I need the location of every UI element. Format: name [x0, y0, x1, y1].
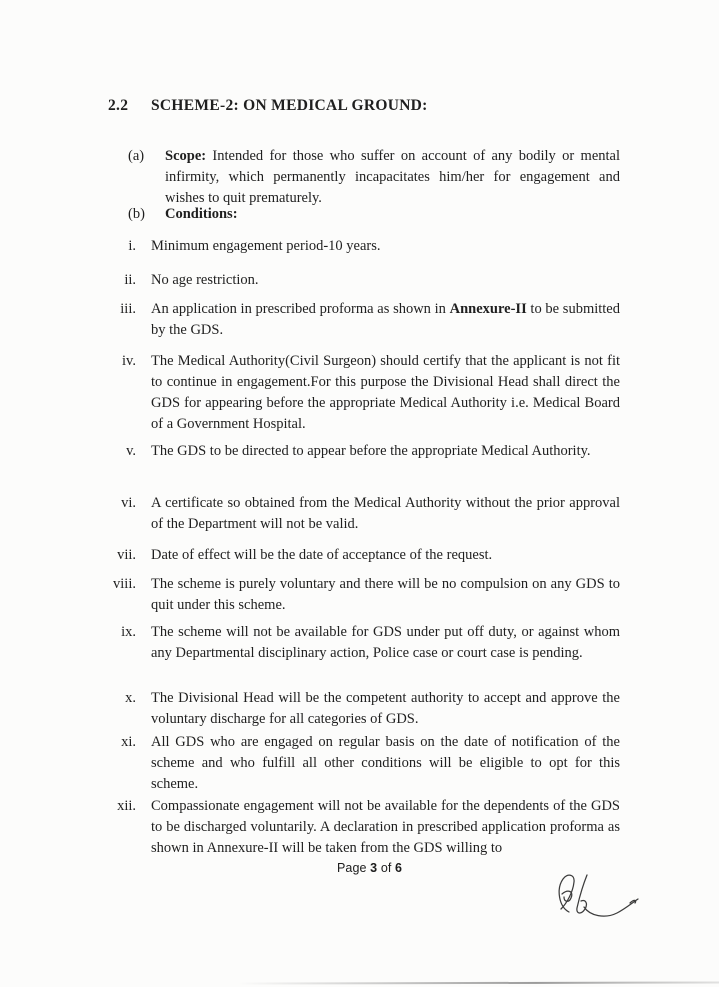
text-segment: An application in prescribed proforma as shown in	[151, 301, 450, 317]
text-segment: Date of effect will be the date of acceptance of the request.	[151, 547, 493, 563]
list-text	[151, 622, 620, 664]
list-marker: i.	[128, 238, 136, 254]
text-segment: Minimum engagement period-10 years.	[151, 238, 381, 254]
list-marker: iii.	[120, 301, 136, 317]
condition-item-iv	[96, 351, 620, 435]
list-marker: vi.	[121, 495, 136, 511]
text-segment: Intended for those who suffer on account of any bodily or mental infirmity, which permanently incapacitates him/her for engagement and wishes to quit prematurely.	[165, 148, 620, 206]
list-text	[151, 270, 620, 291]
list-marker: ix.	[121, 624, 136, 640]
list-text	[151, 688, 620, 730]
list-text	[151, 545, 620, 566]
condition-item-i	[96, 236, 620, 257]
condition-item-vii	[96, 545, 620, 566]
sub-item-marker: (b)	[128, 206, 145, 222]
list-marker: v.	[126, 443, 136, 459]
list-marker: x.	[125, 690, 136, 706]
text-segment: Compassionate engagement will not be available for the dependents of the GDS to be discharged voluntarily. A declaration in prescribed application proforma as shown in Annexure-II will be taken from the GDS willing to	[151, 798, 620, 856]
condition-item-vi	[96, 493, 620, 535]
list-text	[151, 236, 620, 257]
condition-item-ii	[96, 270, 620, 291]
condition-item-ix	[96, 622, 620, 664]
section-title: SCHEME-2: ON MEDICAL GROUND:	[151, 97, 428, 114]
text-segment: The scheme will not be available for GDS under put off duty, or against whom any Departmental disciplinary action, Police case or court case is pending.	[151, 624, 620, 661]
condition-item-iii	[96, 299, 620, 341]
text-segment: The Divisional Head will be the competent authority to accept and approve the voluntary discharge for all categories of GDS.	[151, 690, 620, 727]
condition-item-viii	[96, 574, 620, 616]
list-marker: xi.	[121, 734, 136, 750]
section-heading	[96, 95, 620, 116]
list-marker: vii.	[117, 547, 136, 563]
text-segment: The scheme is purely voluntary and there will be no compulsion on any GDS to quit under this scheme.	[151, 576, 620, 613]
list-marker: viii.	[113, 576, 136, 592]
text-segment: The Medical Authority(Civil Surgeon) should certify that the applicant is not fit to continue in engagement.For this purpose the Divisional Head shall direct the GDS for appearing before the appropriate Medical Authority i.e. Medical Board of a Government Hospital.	[151, 353, 620, 432]
list-marker: iv.	[122, 353, 136, 369]
list-text	[151, 796, 620, 859]
text-segment-bold: Annexure-II	[449, 301, 527, 317]
text-segment: All GDS who are engaged on regular basis on the date of notification of the scheme and who fulfill all other conditions will be eligible to opt for this scheme.	[151, 734, 620, 792]
sub-item-marker: (a)	[128, 148, 145, 164]
page-label: Page	[337, 861, 367, 875]
text-segment: No age restriction.	[151, 272, 259, 288]
list-text	[151, 299, 620, 341]
text-segment: The GDS to be directed to appear before the appropriate Medical Authority.	[151, 443, 591, 459]
list-text	[151, 732, 620, 795]
page-footer	[337, 861, 402, 875]
condition-item-xi	[96, 732, 620, 795]
signature-scribble-icon	[550, 872, 642, 922]
sub-item-b	[96, 204, 620, 225]
list-text	[151, 441, 620, 462]
list-text	[151, 493, 620, 535]
list-marker: xii.	[117, 798, 136, 814]
condition-item-xii	[96, 796, 620, 859]
of-label: of	[380, 861, 392, 875]
page-number: 3	[370, 861, 378, 875]
text-segment: A certificate so obtained from the Medical Authority without the prior approval of the Department will not be valid.	[151, 495, 620, 532]
sub-item-text	[165, 204, 620, 225]
sub-item-lead: Scope:	[165, 148, 207, 164]
list-text	[151, 574, 620, 616]
condition-item-x	[96, 688, 620, 730]
sub-item-text	[165, 146, 620, 209]
section-number: 2.2	[108, 97, 129, 114]
list-marker: ii.	[124, 272, 136, 288]
sub-item-lead: Conditions:	[165, 206, 238, 222]
sub-item-a	[96, 146, 620, 209]
condition-item-v	[96, 441, 620, 462]
list-text	[151, 351, 620, 435]
text-segment: to be submitted by the GDS.	[151, 301, 620, 338]
total-pages: 6	[395, 861, 403, 875]
scan-edge-artifact	[238, 981, 719, 984]
